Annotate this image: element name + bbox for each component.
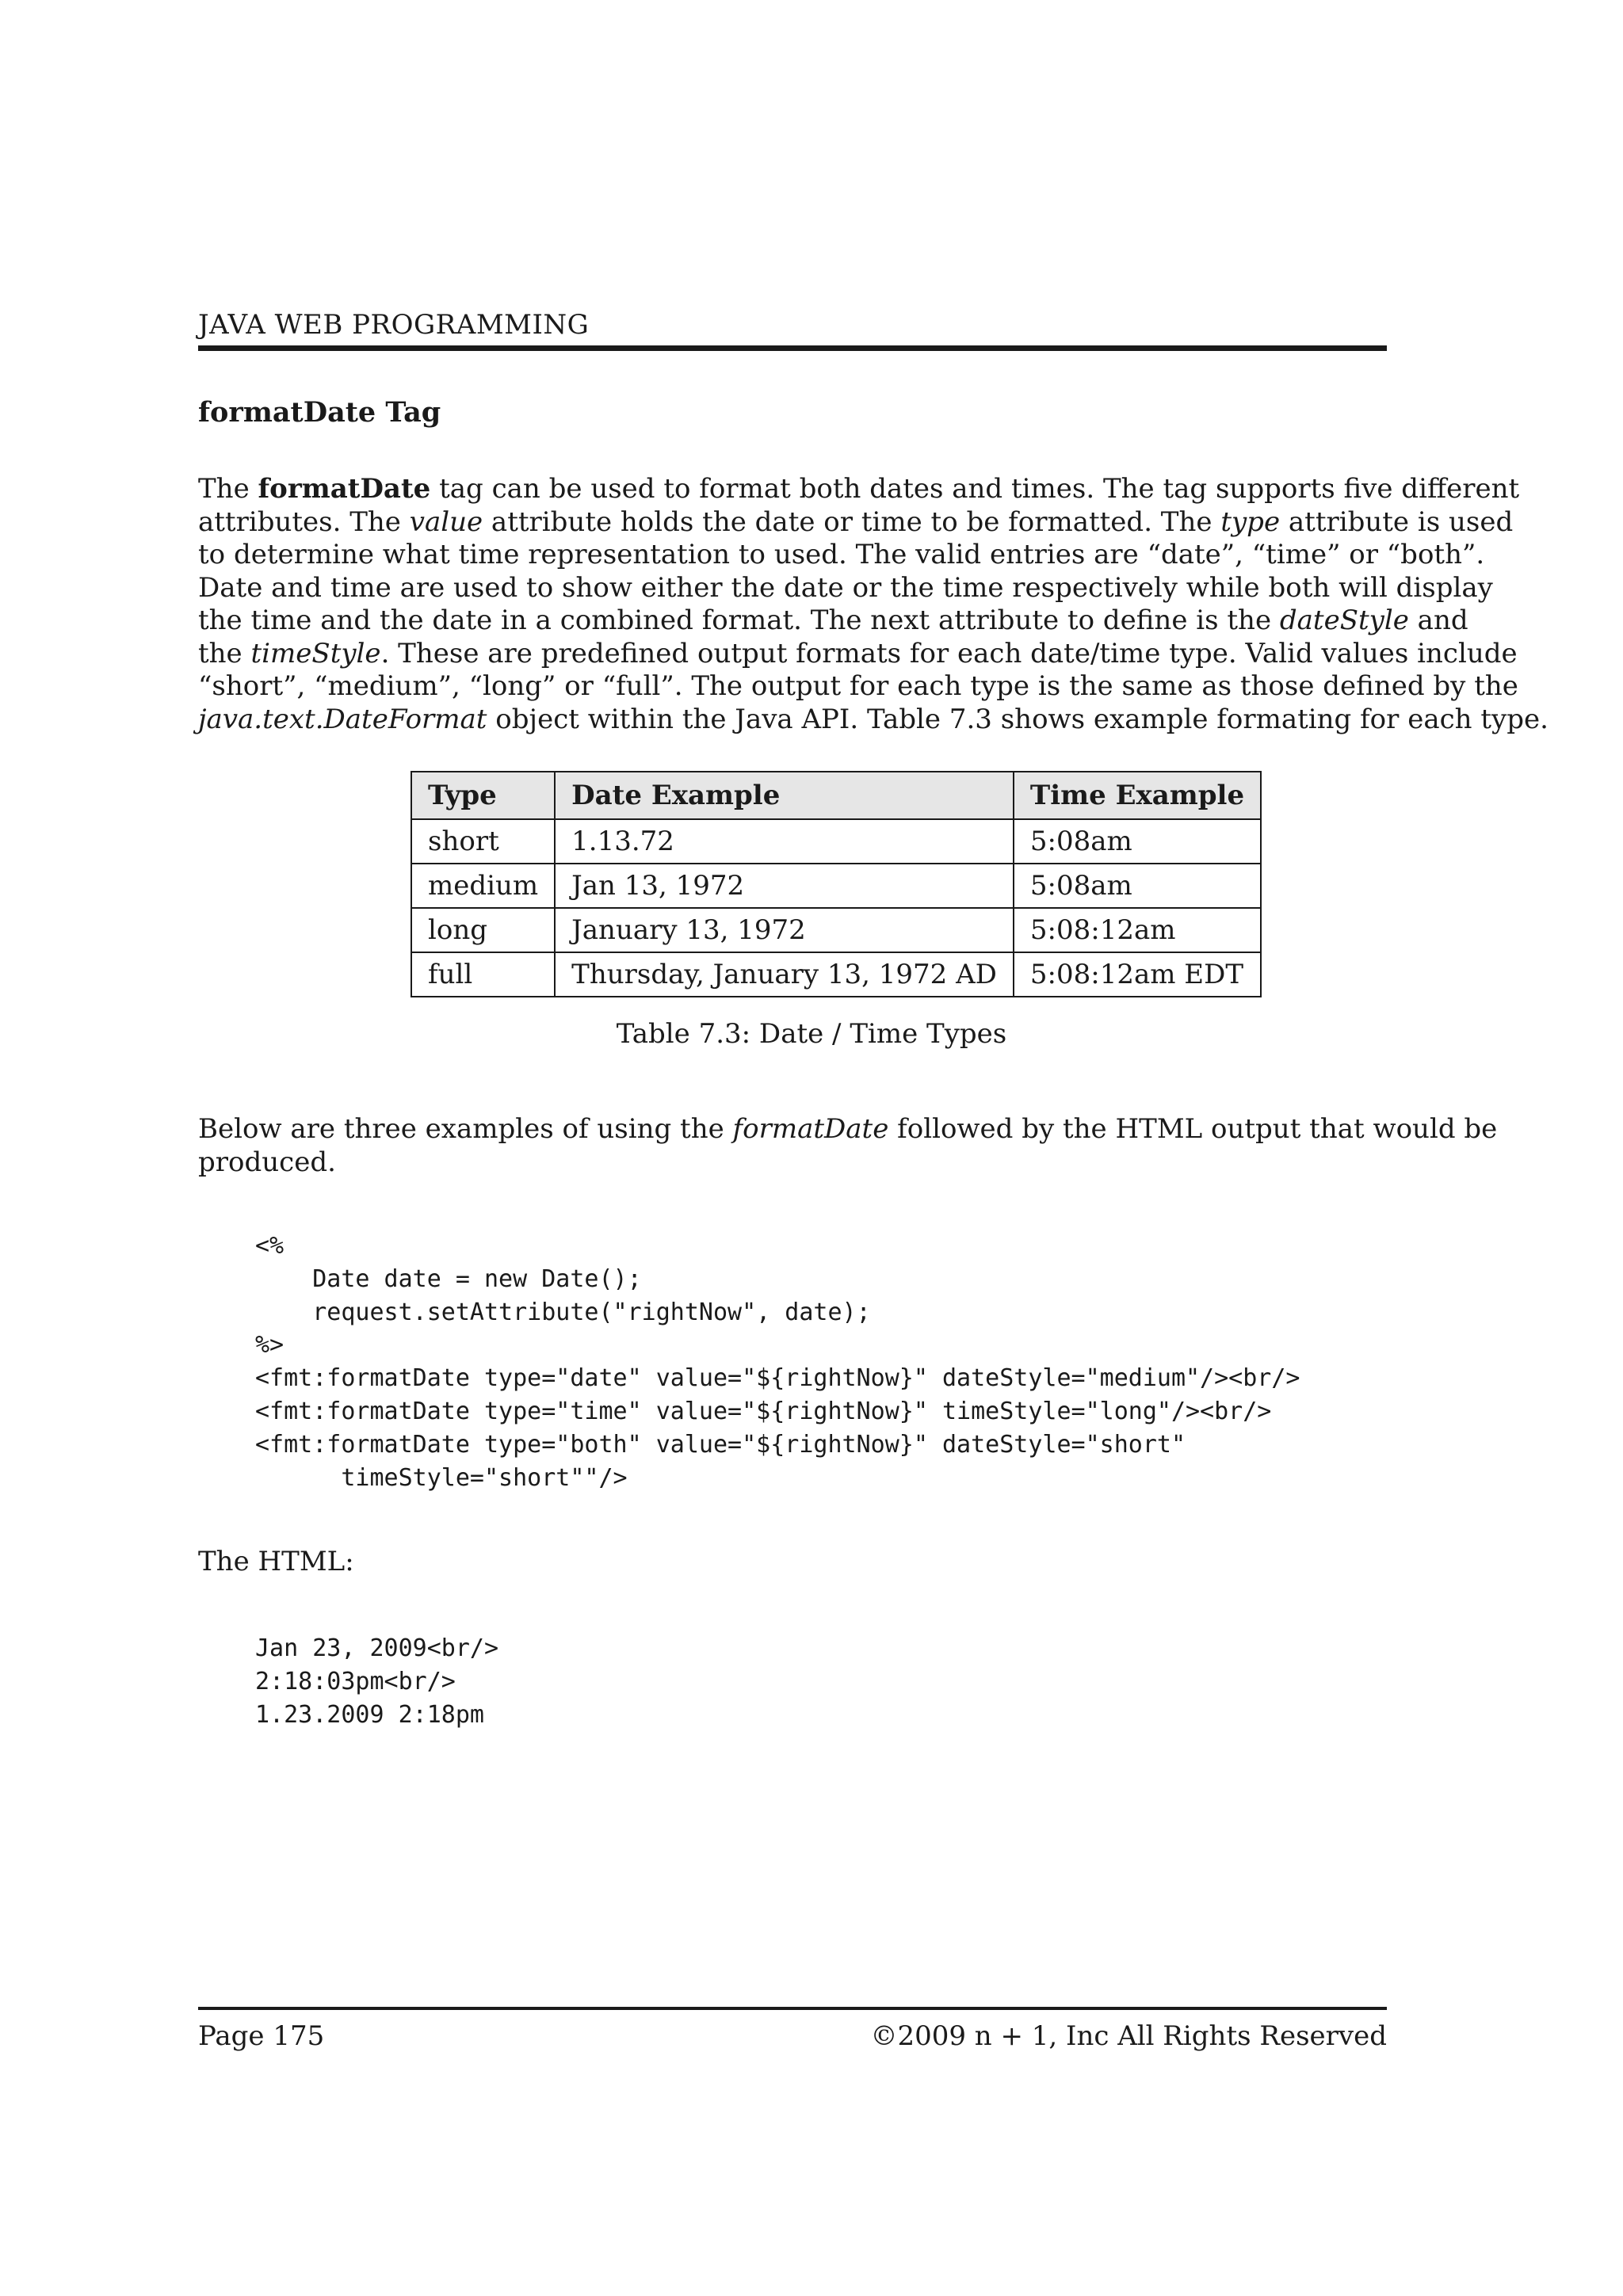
cell-date-example: 1.13.72	[555, 819, 1014, 864]
bold-term: formatDate	[258, 473, 431, 505]
footer-rule	[198, 2007, 1387, 2010]
italic-term: formatDate	[732, 1113, 889, 1145]
column-header-time-example: Time Example	[1014, 772, 1261, 819]
cell-time-example: 5:08am	[1014, 864, 1261, 908]
header-rule	[198, 345, 1387, 351]
italic-term: value	[409, 505, 483, 538]
examples-intro-paragraph	[198, 1113, 1498, 1179]
cell-type: long	[411, 908, 555, 952]
text-line: “short”, “medium”, “long” or “full”. The output for each type is the same as those defined by the	[198, 670, 1518, 702]
italic-term: java.text.DateFormat	[198, 703, 487, 735]
table-row	[411, 908, 1261, 952]
text-line: the timeStyle. These are predefined output formats for each date/time type. Valid values include	[198, 637, 1518, 669]
code-example: <% Date date = new Date(); request.setAttribute("rightNow", date); %> <fmt:formatDate type="date" value="${rightNow}" dateStyle="medium"/><br/> <fmt:formatDate type="time" value="${rightNow}" timeStyle="long"/><br/> <fmt:formatDate type="both" value="${rightNow}" dateStyle="short" timeStyle="short""/>	[255, 1232, 1300, 1492]
running-header: JAVA WEB PROGRAMMING	[198, 309, 590, 341]
copyright-notice: ©2009 n + 1, Inc All Rights Reserved	[870, 2020, 1387, 2052]
cell-date-example: January 13, 1972	[555, 908, 1014, 952]
table-row	[411, 819, 1261, 864]
text-line: produced.	[198, 1146, 336, 1178]
text-line: java.text.DateFormat object within the Java API. Table 7.3 shows example formating for each type.	[198, 703, 1549, 735]
cell-time-example: 5:08am	[1014, 819, 1261, 864]
section-title: formatDate Tag	[198, 396, 441, 429]
text-line: Below are three examples of using the formatDate followed by the HTML output that would be	[198, 1113, 1498, 1145]
cell-date-example: Thursday, January 13, 1972 AD	[555, 952, 1014, 997]
intro-paragraph	[198, 473, 1549, 736]
cell-time-example: 5:08:12am EDT	[1014, 952, 1261, 997]
text-line: The formatDate tag can be used to format both dates and times. The tag supports five different	[198, 473, 1520, 505]
column-header-date-example: Date Example	[555, 772, 1014, 819]
cell-date-example: Jan 13, 1972	[555, 864, 1014, 908]
table-header-row	[411, 772, 1261, 819]
table-caption: Table 7.3: Date / Time Types	[616, 1018, 1007, 1050]
italic-term: timeStyle	[250, 637, 381, 669]
cell-type: medium	[411, 864, 555, 908]
table-row	[411, 864, 1261, 908]
text-line: the time and the date in a combined format. The next attribute to define is the dateStyle and	[198, 605, 1468, 636]
cell-type: short	[411, 819, 555, 864]
table-row	[411, 952, 1261, 997]
cell-type: full	[411, 952, 555, 997]
italic-term: dateStyle	[1279, 605, 1409, 636]
cell-time-example: 5:08:12am	[1014, 908, 1261, 952]
text-line: Date and time are used to show either the date or the time respectively while both will display	[198, 571, 1493, 604]
html-output-example: Jan 23, 2009<br/> 2:18:03pm<br/> 1.23.2009 2:18pm	[255, 1634, 499, 1729]
text-line: to determine what time representation to used. The valid entries are “date”, “time” or “both”.	[198, 539, 1485, 570]
html-output-label: The HTML:	[198, 1546, 354, 1577]
column-header-type: Type	[411, 772, 555, 819]
text-line: attributes. The value attribute holds the date or time to be formatted. The type attribute is used	[198, 505, 1514, 538]
date-time-types-table	[411, 771, 1262, 997]
italic-term: type	[1220, 505, 1281, 538]
page-number: Page 175	[198, 2020, 325, 2052]
